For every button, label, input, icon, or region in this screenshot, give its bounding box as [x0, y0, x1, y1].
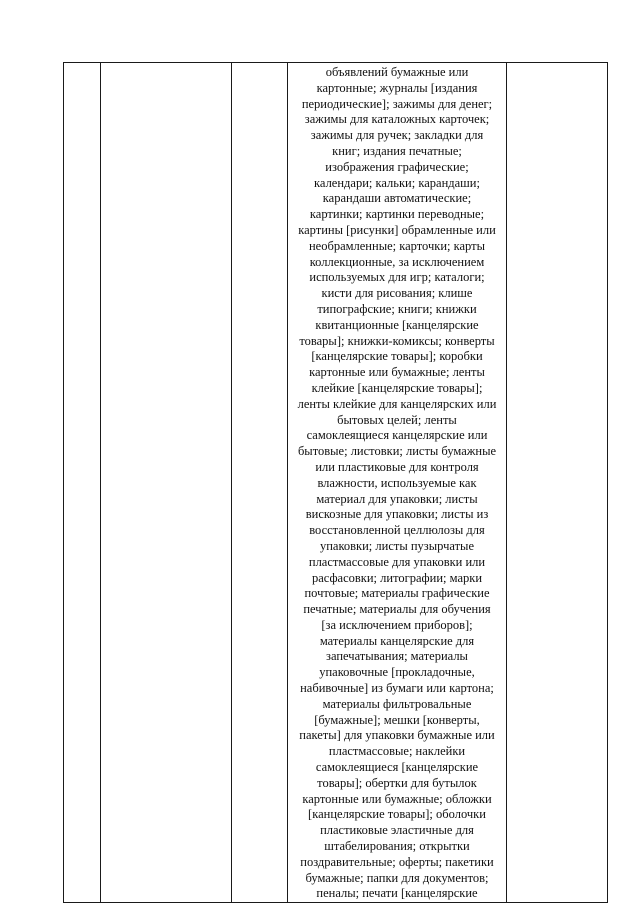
goods-table: [63, 62, 608, 903]
goods-line: материалы фильтровальные: [322, 696, 472, 711]
goods-line: периодические]; зажимы для денег;: [301, 96, 493, 111]
goods-line: картинки; картинки переводные;: [309, 207, 485, 222]
goods-line: набивочные] из бумаги или картона;: [300, 681, 494, 696]
goods-line: упаковочные [прокладочные,: [319, 665, 475, 680]
table-cell-1: [64, 63, 101, 903]
goods-line: бытовые; листовки; листы бумажные: [297, 444, 497, 459]
goods-line: картонные; журналы [издания: [316, 80, 478, 95]
goods-line: картины [рисунки] обрамленные или: [298, 222, 496, 237]
goods-line: бытовых целей; ленты: [337, 412, 457, 427]
goods-line: штабелирования; открытки: [324, 839, 470, 854]
goods-line: товары]; книжки-комиксы; конверты: [299, 333, 495, 348]
goods-line: клейкие [канцелярские товары];: [311, 380, 483, 395]
goods-line: запечатывания; материалы: [326, 649, 468, 664]
goods-line: [бумажные]; мешки [конверты,: [314, 712, 480, 727]
goods-line: почтовые; материалы графические: [304, 586, 490, 601]
goods-line: используемых для игр; каталоги;: [309, 270, 485, 285]
goods-line: поздравительные; оферты; пакетики: [300, 854, 494, 869]
table-cell-2: [101, 63, 232, 903]
goods-line: [канцелярские товары]; коробки: [311, 349, 483, 364]
goods-line: пластмассовые для упаковки или: [308, 554, 486, 569]
goods-line: материал для упаковки; листы: [316, 491, 478, 506]
goods-line: самоклеящиеся [канцелярские: [315, 760, 479, 775]
table-cell-3: [232, 63, 288, 903]
goods-line: товары]; обертки для бутылок: [317, 775, 477, 790]
goods-line: изображения графические;: [325, 159, 469, 174]
goods-line: вискозные для упаковки; листы из: [305, 507, 489, 522]
goods-line: пластиковые эластичные для: [320, 823, 474, 838]
goods-line: пеналы; печати [канцелярские: [316, 886, 478, 901]
goods-line: или пластиковые для контроля: [315, 459, 479, 474]
goods-line: пакеты] для упаковки бумажные или: [299, 728, 495, 743]
goods-line: самоклеящиеся канцелярские или: [306, 428, 488, 443]
goods-line: объявлений бумажные или: [325, 65, 469, 79]
goods-line: необрамленные; карточки; карты: [308, 238, 486, 253]
goods-line: влажности, используемые как: [317, 475, 477, 490]
goods-line: пластмассовые; наклейки: [328, 744, 466, 759]
goods-line: зажимы для каталожных карточек;: [304, 112, 490, 127]
goods-line: печатные; материалы для обучения: [303, 602, 491, 617]
goods-line: типографские; книги; книжки: [317, 301, 477, 316]
goods-line: картонные или бумажные; ленты: [309, 365, 485, 380]
goods-line: восстановленной целлюлозы для: [309, 523, 485, 538]
goods-list-cell: [288, 63, 507, 903]
goods-line: [канцелярские товары]; оболочки: [308, 807, 486, 822]
goods-line: ленты клейкие для канцелярских или: [297, 396, 497, 411]
goods-line: кисти для рисования; клише: [321, 286, 473, 301]
goods-line: бумажные; папки для документов;: [305, 870, 489, 885]
goods-line: карандаши автоматические;: [322, 191, 472, 206]
goods-line: материалы канцелярские для: [319, 633, 475, 648]
goods-line: квитанционные [канцелярские: [315, 317, 479, 332]
goods-line: упаковки; листы пузырчатые: [319, 538, 475, 553]
table-cell-5: [507, 63, 608, 903]
goods-line: календари; кальки; карандаши;: [314, 175, 480, 190]
goods-line: [за исключением приборов];: [321, 617, 473, 632]
goods-line: зажимы для ручек; закладки для: [310, 128, 484, 143]
goods-line: картонные или бумажные; обложки: [302, 791, 492, 806]
table-row: [64, 63, 608, 903]
goods-line: коллекционные, за исключением: [309, 254, 485, 269]
goods-line: книг; издания печатные;: [332, 143, 462, 158]
goods-line: расфасовки; литографии; марки: [311, 570, 483, 585]
